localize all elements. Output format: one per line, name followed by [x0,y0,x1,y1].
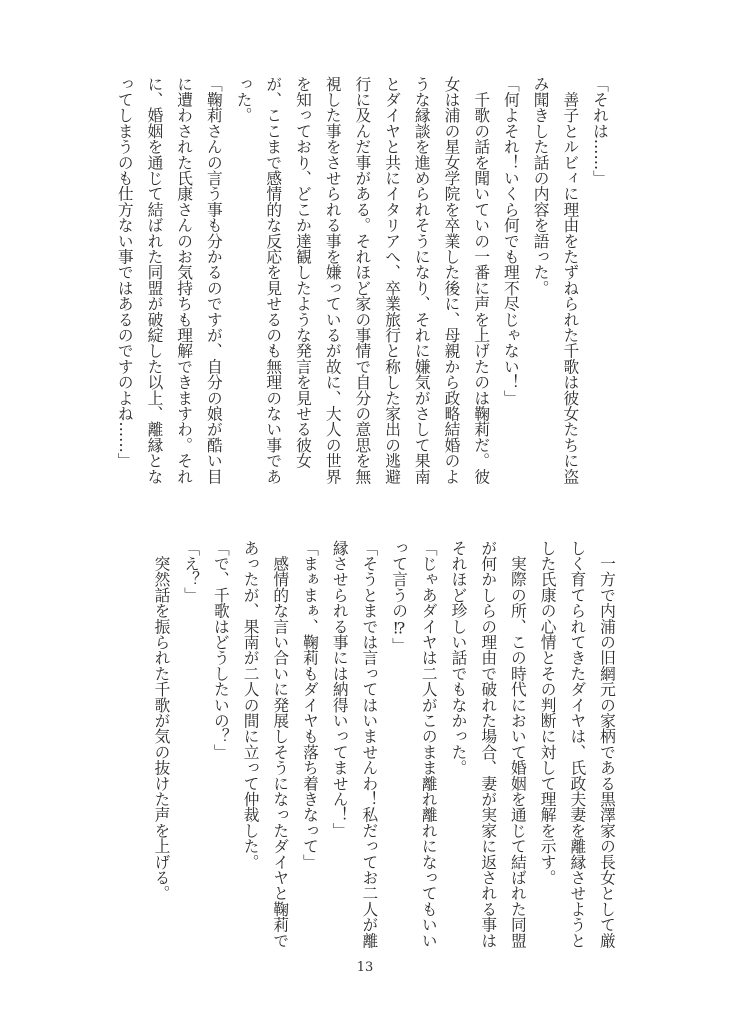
text-line: 善子とルビィに理由をたずねられた千歌は彼女たちに盗 [561,76,581,485]
text-line: に、婚姻を通じて結ばれた同盟が破綻した以上、離縁とな [145,76,165,485]
text-line: 「じゃあダイヤは二人がこのまま離れ離れになってもいい [419,540,439,949]
text-line: とダイヤと共にイタリアへ、卒業旅行と称した家出の逃避 [383,76,403,485]
text-line: 突然話を振られた千歌が気の抜けた声を上げる。 [152,540,172,902]
text-line: 「何よそれ！いくら何でも理不尽じゃない！」 [501,76,521,406]
text-line: が何かしらの理由で破れた場合、妻が実家に返される事は [479,540,499,949]
text-line: それほど珍しい話でもなかった。 [449,540,469,776]
text-line: 「鞠莉さんの言う事も分かるのですが、自分の娘が酷い目 [204,76,224,485]
text-line: に遭わされた氏康さんのお気持ちも理解できますわ。それ [175,76,195,485]
text-line: を知っており、どこか達観したような発言を見せる彼女 [293,76,313,469]
text-line: 行に及んだ事がある。それほど家の事情で自分の意思を無 [353,76,373,485]
text-line: み聞きした話の内容を語った。 [531,76,551,296]
text-line: 視した事をさせられる事を嫌っているが故に、大人の世界 [323,76,343,485]
text-line: うな縁談を進められそうになり、それに嫌気がさして果南 [412,76,432,485]
text-line: 「まぁまぁ、鞠莉もダイヤも落ち着きなって」 [300,540,320,870]
text-line: 「で、千歌はどうしたいの？」 [211,540,231,760]
text-line: 千歌の話を聞いていの一番に声を上げたのは鞠莉だ。彼 [472,76,492,485]
text-line: 感情的な言い合いに発展しそうになったダイヤと鞠莉で [271,540,291,949]
text-line: って言うの⁉」 [390,540,410,654]
upper-text-block [110,76,615,496]
text-line: 実際の所、この時代において婚姻を通じて結ばれた同盟 [508,540,528,949]
lower-text-block [147,540,622,960]
text-line: 女は浦の星女学院を卒業した後に、母親から政略結婚のよ [442,76,462,485]
text-line: が、ここまで感情的な反応を見せるのも無理のない事であ [264,76,284,485]
text-line: 「え？」 [182,540,202,603]
text-line: 縁させられる事には納得いってません！」 [330,540,350,839]
text-line: した氏康の心情とその判断に対して理解を示す。 [538,540,558,886]
text-line: あったが、果南が二人の間に立って仲裁した。 [241,540,261,870]
page-number: 13 [356,960,374,975]
text-line: った。 [234,76,254,124]
text-line: 「それは……」 [591,76,610,186]
text-line: しく育てられてきたダイヤは、氏政夫妻を離縁させようと [568,540,588,949]
text-line: 「そうとまでは言ってはいませんわ！私だってお二人が離 [360,540,380,949]
text-line: 一方で内浦の旧網元の家柄である黒澤家の長女として厳 [598,540,617,949]
text-line: ってしまうのも仕方ない事ではあるのですのよね……」 [115,76,135,469]
